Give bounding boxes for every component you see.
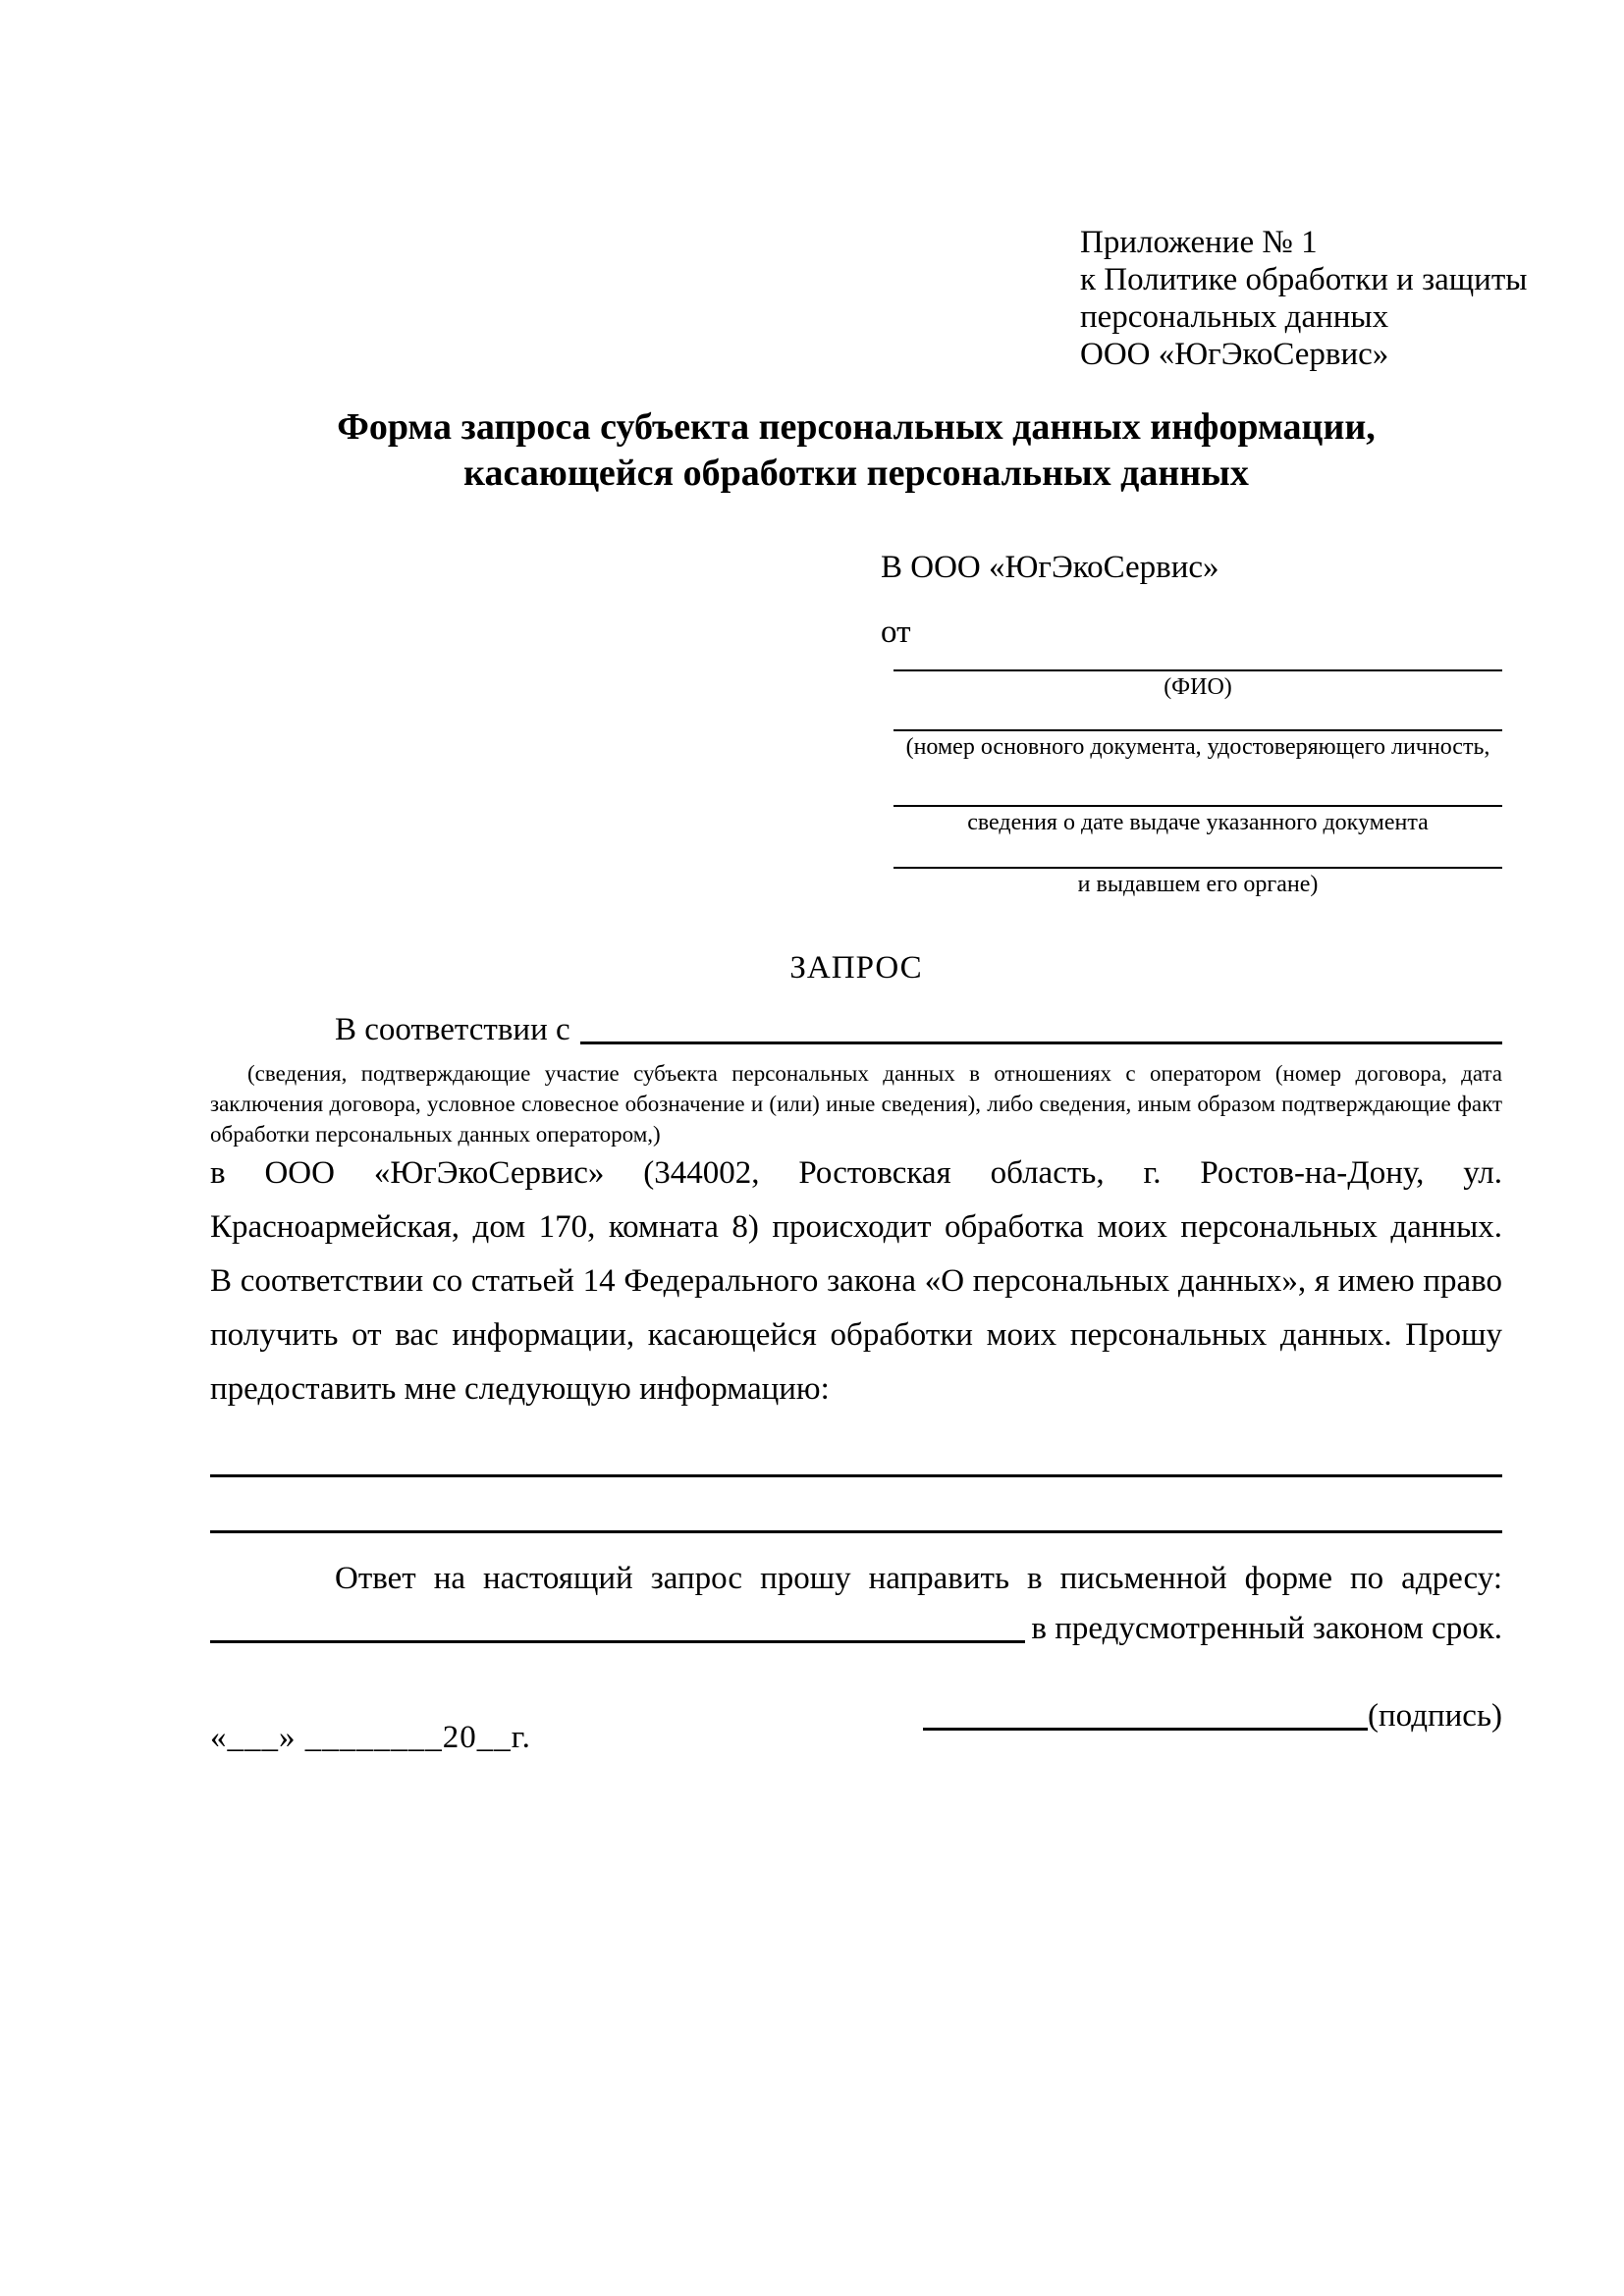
reply-address-row [210, 1603, 1502, 1647]
body-line: Красноармейская, дом 170, комната 8) происходит обработка моих персональных данных. [210, 1209, 1502, 1245]
fill-line-requested-info-2 [210, 1530, 1502, 1533]
footnote-line: обработки персональных данных оператором,) [210, 1122, 661, 1147]
fill-line-document-number [893, 729, 1502, 761]
annex-line: к Политике обработки и защиты [1080, 262, 1528, 297]
accordance-footnote [210, 1058, 1502, 1149]
fill-caption-fio: (ФИО) [1164, 674, 1232, 700]
body-paragraph [210, 1147, 1502, 1416]
reply-paragraph: Ответ на настоящий запрос прошу направить в письменной форме по адресу: [335, 1561, 1502, 1596]
body-line: в ООО «ЮгЭкоСервис» (344002, Ростовская область, г. Ростов-на-Дону, ул. [210, 1155, 1502, 1191]
annex-line: Приложение № 1 [1080, 225, 1318, 260]
addressee-organization: В ООО «ЮгЭкоСервис» [881, 550, 1219, 585]
signature-row [923, 1690, 1502, 1735]
body-line: получить от вас информации, касающейся обработки моих персональных данных. Прошу [210, 1317, 1502, 1353]
date-blank: «___» ________20__г. [210, 1720, 531, 1755]
fill-line-signature [923, 1728, 1368, 1731]
request-heading: ЗАПРОС [789, 950, 923, 986]
fill-line-accordance [580, 1041, 1502, 1044]
fill-line-issuing-authority [893, 867, 1502, 898]
reply-suffix-text: в предусмотренный законом срок. [1031, 1611, 1502, 1646]
signature-caption: (подпись) [1368, 1698, 1502, 1734]
annex-line: персональных данных [1080, 299, 1389, 335]
accordance-row [210, 1007, 1502, 1048]
fill-caption-issuing-authority: и выдавшем его органе) [1077, 872, 1319, 897]
fill-line-fio [893, 669, 1502, 701]
footnote-line: заключения договора, условное словесное обозначение и (или) иные сведения), либо сведения, иным образом подтверждающие факт [210, 1092, 1502, 1116]
annex-line: ООО «ЮгЭкоСервис» [1080, 337, 1389, 372]
body-line: предоставить мне следующую информацию: [210, 1371, 830, 1407]
body-line: В соответствии со статьей 14 Федерального закона «О персональных данных», я имею право [210, 1263, 1502, 1299]
fill-line-reply-address [210, 1640, 1025, 1643]
addressee-from-label: от [881, 614, 911, 650]
fill-line-requested-info-1 [210, 1474, 1502, 1477]
document-title-line: Форма запроса субъекта персональных данных информации, [337, 406, 1376, 448]
document-title-line: касающейся обработки персональных данных [463, 453, 1249, 494]
annex-note [1080, 224, 1532, 373]
accordance-lead-text: В соответствии с [335, 1012, 570, 1047]
fill-line-issue-date [893, 805, 1502, 836]
fill-caption-issue-date: сведения о дате выдаче указанного документа [967, 810, 1429, 835]
footnote-line: (сведения, подтверждающие участие субъекта персональных данных в отношениях с оператором (номер договора, дата [247, 1061, 1502, 1086]
fill-caption-document-number: (номер основного документа, удостоверяющего личность, [905, 734, 1490, 760]
document-title [210, 404, 1502, 497]
